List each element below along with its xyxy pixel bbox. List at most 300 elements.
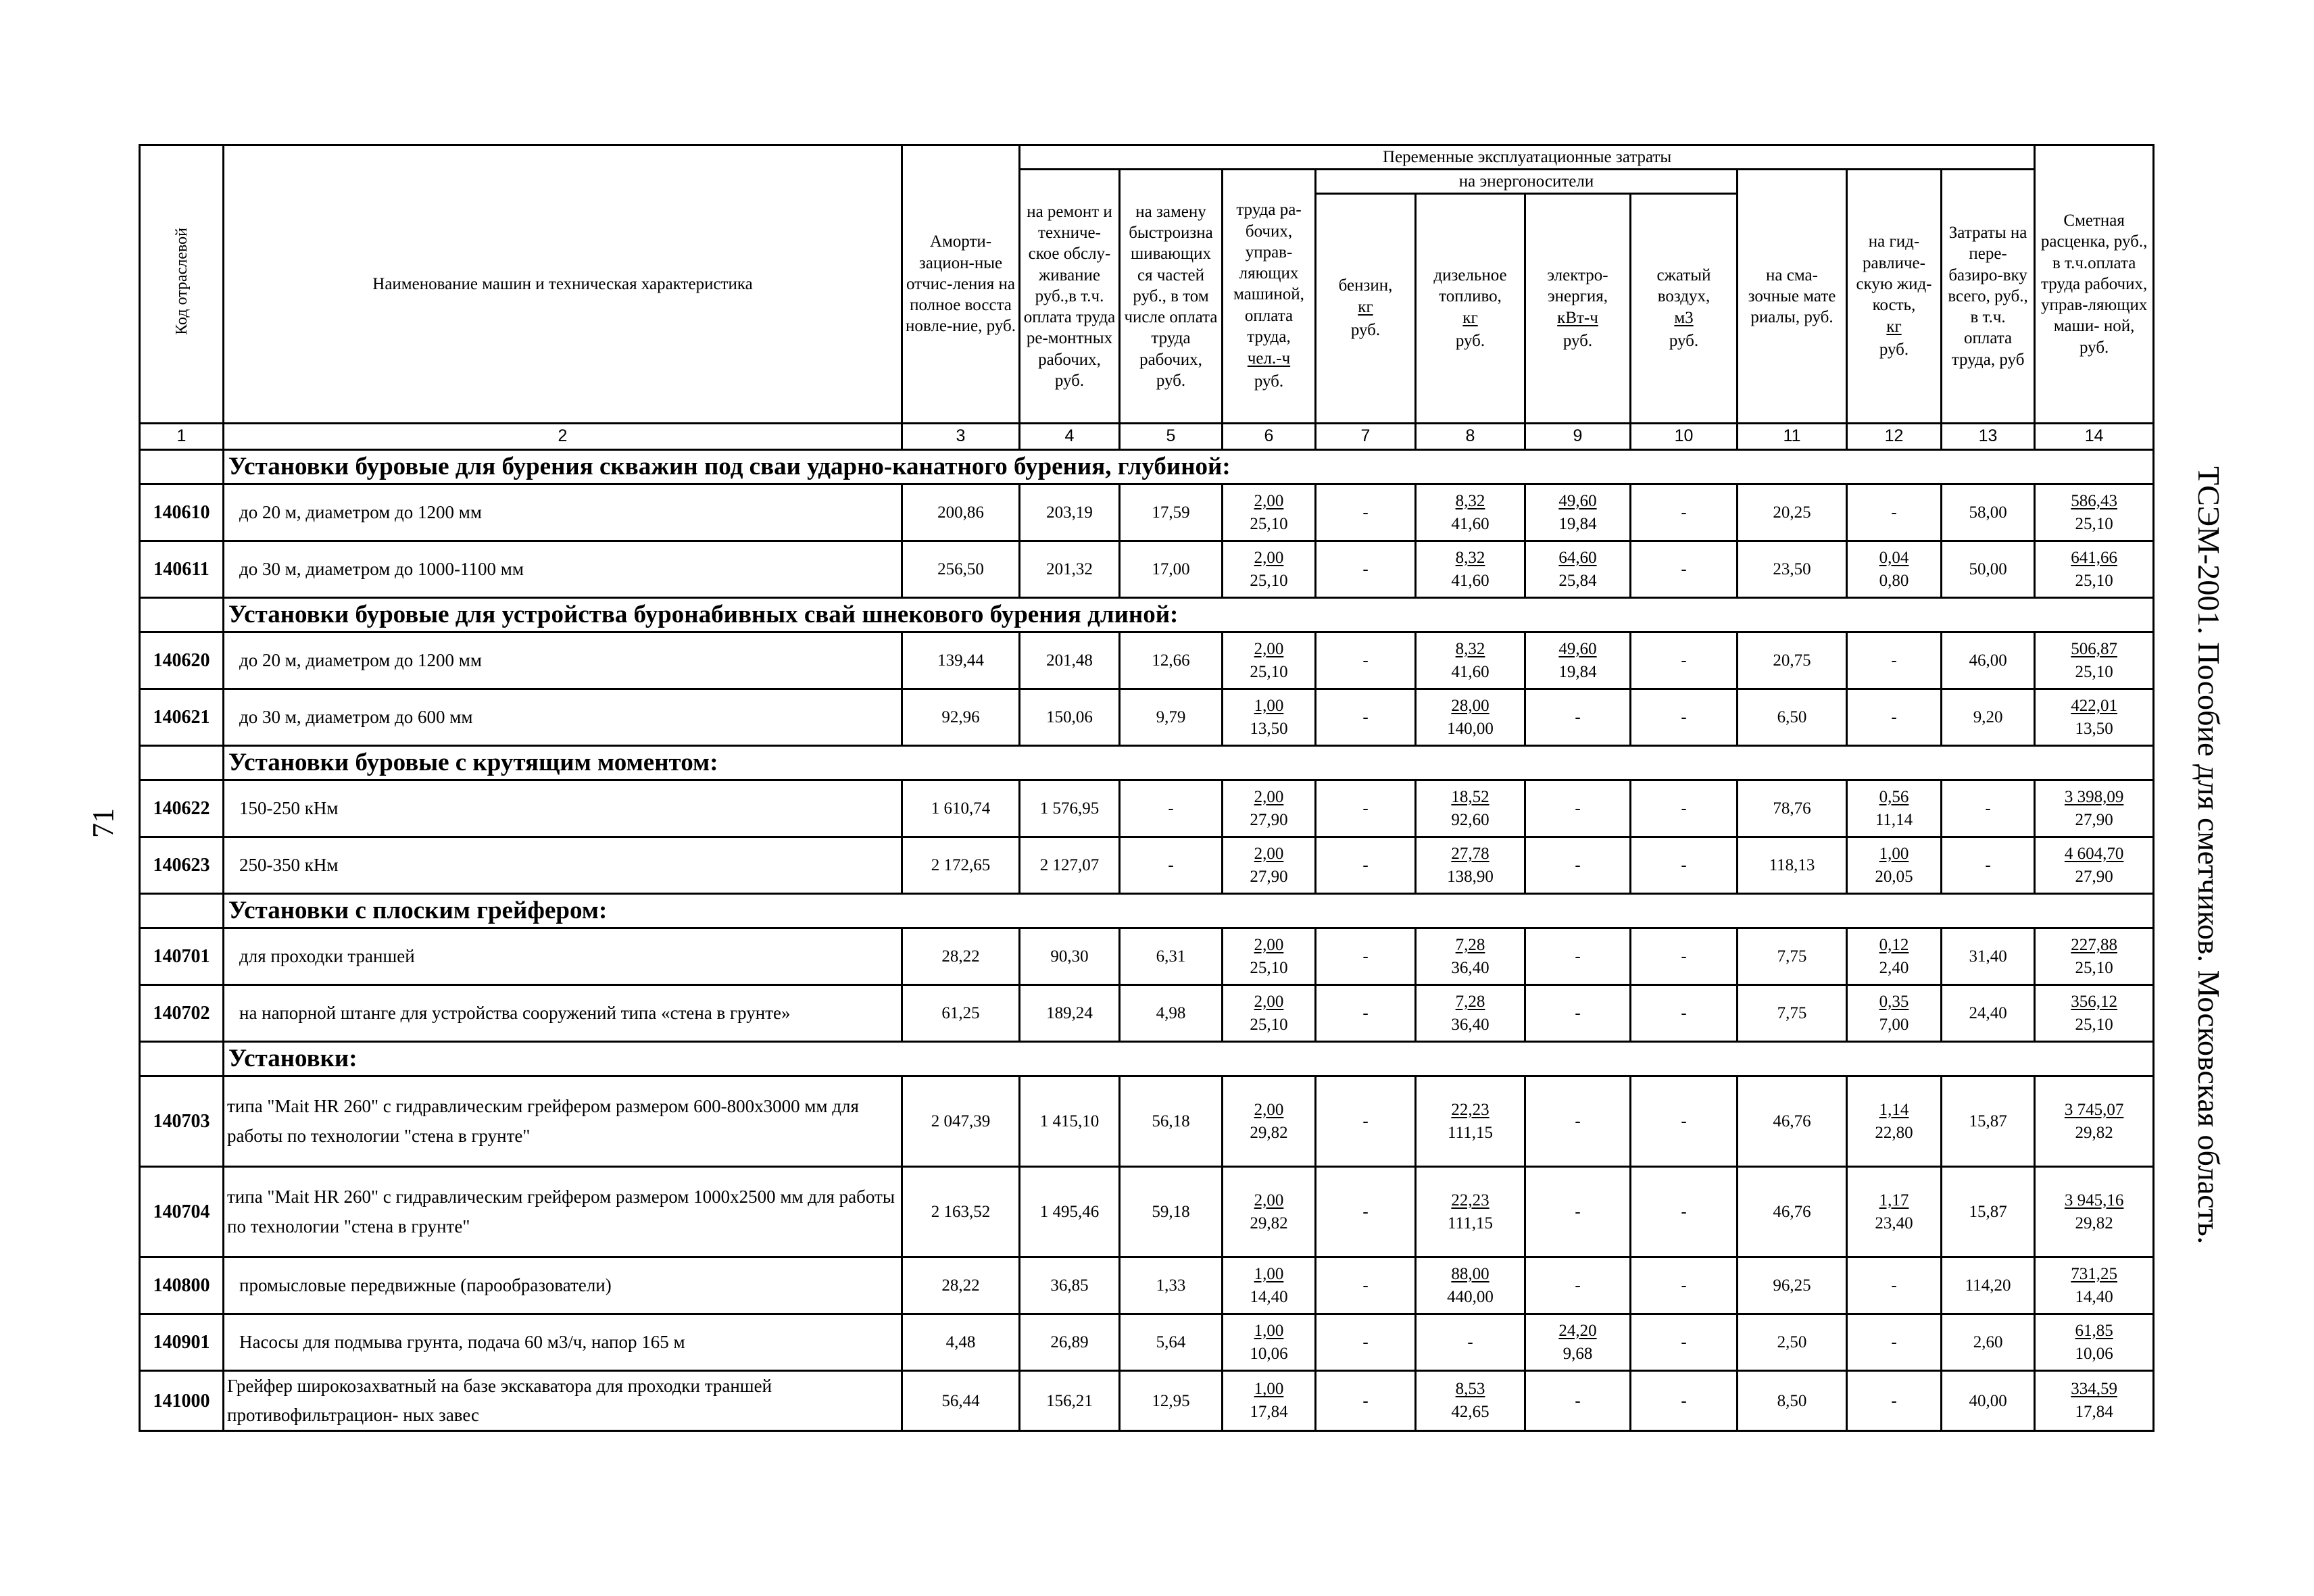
column-number: 7 bbox=[1316, 424, 1416, 450]
replace-cell: 59,18 bbox=[1120, 1167, 1223, 1257]
air-cell: - bbox=[1631, 985, 1738, 1042]
replace-cell: 9,79 bbox=[1120, 689, 1223, 746]
diesel-cell-bottom: 36,40 bbox=[1451, 958, 1490, 977]
diesel-cell-value bbox=[1448, 1189, 1493, 1235]
name-cell: Грейфер широкозахватный на базе экскаватора для проходки траншей противофильтрацион- ных завес bbox=[224, 1371, 902, 1431]
air-cell: - bbox=[1631, 1167, 1738, 1257]
estimate-cell bbox=[2035, 1167, 2154, 1257]
section-title: Установки буровые для устройства буронабивных свай шнекового бурения длиной: bbox=[224, 598, 2154, 632]
labor-cell-bottom: 29,82 bbox=[1250, 1214, 1288, 1232]
column-number-row bbox=[140, 424, 2154, 450]
estimate-cell bbox=[2035, 689, 2154, 746]
air-cell: - bbox=[1631, 1371, 1738, 1431]
table-row bbox=[140, 1076, 2154, 1167]
hydro-cell-value bbox=[1879, 934, 1909, 980]
estimate-cell-value bbox=[2071, 1378, 2117, 1424]
hydro-cell: - bbox=[1847, 689, 1942, 746]
diesel-cell-bottom: 42,65 bbox=[1451, 1403, 1490, 1422]
table-row bbox=[140, 484, 2154, 541]
hydro-cell bbox=[1847, 541, 1942, 598]
estimate-cell bbox=[2035, 484, 2154, 541]
diesel-cell-value bbox=[1447, 695, 1494, 741]
amortization-cell: 28,22 bbox=[902, 1257, 1020, 1314]
labor-cell-top: 2,00 bbox=[1254, 992, 1284, 1011]
estimate-cell-top: 506,87 bbox=[2071, 639, 2118, 658]
column-number: 2 bbox=[224, 424, 902, 450]
code-cell: 140703 bbox=[140, 1076, 224, 1167]
labor-cell-top: 2,00 bbox=[1254, 787, 1284, 806]
name-cell: типа "Mait HR 260" с гидравлическим грейфером размером 1000x2500 мм для работы по технологии "стена в грунте" bbox=[224, 1167, 902, 1257]
column-number: 4 bbox=[1020, 424, 1120, 450]
code-cell: 140704 bbox=[140, 1167, 224, 1257]
diesel-cell-value bbox=[1447, 843, 1494, 889]
machinery-cost-table bbox=[139, 144, 2155, 1432]
header-hydro: на гид-равличе-скую жид-кость, $\frac{кг}{\text{руб.}}$ bbox=[1847, 170, 1942, 424]
header-diesel: дизельное топливо, $\frac{кг}{\text{руб.}}$ bbox=[1416, 194, 1525, 424]
labor-cell bbox=[1223, 1257, 1316, 1314]
relocation-cell: 50,00 bbox=[1942, 541, 2035, 598]
hydro-cell: - bbox=[1847, 1257, 1942, 1314]
hydro-cell-bottom: 22,80 bbox=[1875, 1123, 1913, 1142]
diesel-cell-value bbox=[1451, 786, 1489, 832]
amortization-cell: 4,48 bbox=[902, 1314, 1020, 1371]
relocation-cell: 31,40 bbox=[1942, 928, 2035, 985]
labor-cell bbox=[1223, 1076, 1316, 1167]
section-title: Установки буровые для бурения скважин под сваи ударно-канатного бурения, глубиной: bbox=[224, 450, 2154, 484]
table-row bbox=[140, 541, 2154, 598]
hydro-cell-value bbox=[1875, 786, 1913, 832]
table-row bbox=[140, 1371, 2154, 1431]
relocation-cell: 24,40 bbox=[1942, 985, 2035, 1042]
estimate-cell-bottom: 25,10 bbox=[2075, 662, 2113, 681]
electric-cell bbox=[1525, 484, 1631, 541]
column-number: 9 bbox=[1525, 424, 1631, 450]
diesel-cell-top: 8,53 bbox=[1455, 1380, 1485, 1399]
electric-cell: - bbox=[1525, 837, 1631, 894]
air-cell: - bbox=[1631, 484, 1738, 541]
header-name: Наименование машин и техническая характеристика bbox=[224, 145, 902, 424]
code-cell: 140800 bbox=[140, 1257, 224, 1314]
header-air: сжатый воздух, $\frac{м3}{\text{руб.}}$ bbox=[1631, 194, 1738, 424]
electric-cell-bottom: 19,84 bbox=[1558, 662, 1597, 681]
relocation-cell: 40,00 bbox=[1942, 1371, 2035, 1431]
header-replace: на замену быстроизна шивающих ся частей руб., в том числе оплата труда рабочих, руб. bbox=[1120, 170, 1223, 424]
estimate-cell-bottom: 27,90 bbox=[2075, 867, 2113, 886]
labor-cell-value bbox=[1250, 934, 1287, 980]
electric-cell: - bbox=[1525, 1257, 1631, 1314]
estimate-cell-value bbox=[2071, 991, 2117, 1037]
electric-cell bbox=[1525, 1314, 1631, 1371]
diesel-cell-bottom: 440,00 bbox=[1447, 1287, 1494, 1306]
replace-cell: 17,59 bbox=[1120, 484, 1223, 541]
air-cell: - bbox=[1631, 1257, 1738, 1314]
section-title: Установки буровые с крутящим моментом: bbox=[224, 746, 2154, 780]
hydro-cell-value bbox=[1875, 1189, 1913, 1235]
amortization-cell: 2 163,52 bbox=[902, 1167, 1020, 1257]
estimate-cell-bottom: 25,10 bbox=[2075, 514, 2113, 533]
diesel-cell bbox=[1416, 837, 1525, 894]
table-row bbox=[140, 928, 2154, 985]
lube-cell: 6,50 bbox=[1738, 689, 1847, 746]
petrol-cell: - bbox=[1316, 632, 1416, 689]
labor-cell bbox=[1223, 1314, 1316, 1371]
repair-cell: 201,48 bbox=[1020, 632, 1120, 689]
lube-cell: 2,50 bbox=[1738, 1314, 1847, 1371]
labor-cell-bottom: 25,10 bbox=[1250, 662, 1288, 681]
diesel-cell-top: 18,52 bbox=[1451, 787, 1490, 806]
electric-cell-bottom: 19,84 bbox=[1558, 514, 1597, 533]
name-cell: 250-350 кНм bbox=[224, 837, 902, 894]
estimate-cell bbox=[2035, 632, 2154, 689]
labor-cell-top: 2,00 bbox=[1254, 935, 1284, 954]
electric-cell bbox=[1525, 541, 1631, 598]
estimate-cell-bottom: 29,82 bbox=[2075, 1214, 2113, 1232]
diesel-cell-value bbox=[1451, 638, 1489, 684]
hydro-cell: - bbox=[1847, 632, 1942, 689]
lube-cell: 7,75 bbox=[1738, 985, 1847, 1042]
hydro-cell bbox=[1847, 985, 1942, 1042]
estimate-cell-bottom: 25,10 bbox=[2075, 1015, 2113, 1034]
estimate-cell-top: 3 398,09 bbox=[2064, 787, 2124, 806]
electric-cell: - bbox=[1525, 689, 1631, 746]
hydro-cell: - bbox=[1847, 484, 1942, 541]
hydro-cell-top: 1,14 bbox=[1879, 1100, 1909, 1119]
column-number: 10 bbox=[1631, 424, 1738, 450]
hydro-cell-bottom: 7,00 bbox=[1879, 1015, 1909, 1034]
labor-cell bbox=[1223, 484, 1316, 541]
estimate-cell-value bbox=[2075, 1320, 2113, 1366]
air-cell: - bbox=[1631, 1314, 1738, 1371]
labor-cell-value bbox=[1250, 638, 1287, 684]
header-relocation: Затраты на пере-базиро-вку всего, руб., в т.ч. оплата труда, руб bbox=[1942, 170, 2035, 424]
estimate-cell bbox=[2035, 1257, 2154, 1314]
estimate-cell-top: 422,01 bbox=[2071, 696, 2118, 715]
column-number: 5 bbox=[1120, 424, 1223, 450]
hydro-cell-top: 0,56 bbox=[1879, 787, 1909, 806]
lube-cell: 78,76 bbox=[1738, 780, 1847, 837]
replace-cell: 12,66 bbox=[1120, 632, 1223, 689]
diesel-cell bbox=[1416, 541, 1525, 598]
repair-cell: 150,06 bbox=[1020, 689, 1120, 746]
estimate-cell-value bbox=[2071, 934, 2117, 980]
labor-cell-top: 2,00 bbox=[1254, 639, 1284, 658]
column-number: 6 bbox=[1223, 424, 1316, 450]
hydro-cell bbox=[1847, 1167, 1942, 1257]
diesel-cell-top: 7,28 bbox=[1455, 992, 1485, 1011]
labor-cell-bottom: 14,40 bbox=[1250, 1287, 1288, 1306]
labor-cell bbox=[1223, 780, 1316, 837]
amortization-cell: 139,44 bbox=[902, 632, 1020, 689]
diesel-cell-top: 88,00 bbox=[1451, 1264, 1490, 1283]
labor-cell-value bbox=[1250, 1189, 1287, 1235]
repair-cell: 201,32 bbox=[1020, 541, 1120, 598]
header-electric: электро-энергия, $\frac{\text{кВт-ч}}{\text{руб.}}$ bbox=[1525, 194, 1631, 424]
lube-cell: 118,13 bbox=[1738, 837, 1847, 894]
labor-cell bbox=[1223, 689, 1316, 746]
hydro-cell: - bbox=[1847, 1371, 1942, 1431]
repair-cell: 26,89 bbox=[1020, 1314, 1120, 1371]
section-spacer bbox=[140, 1042, 224, 1076]
header-repair: на ремонт и техниче-ское обслу-живание руб.,в т.ч. оплата труда ре-монтных рабочих, руб. bbox=[1020, 170, 1120, 424]
relocation-cell: - bbox=[1942, 837, 2035, 894]
electric-cell: - bbox=[1525, 985, 1631, 1042]
amortization-cell: 2 172,65 bbox=[902, 837, 1020, 894]
lube-cell: 46,76 bbox=[1738, 1076, 1847, 1167]
code-cell: 141000 bbox=[140, 1371, 224, 1431]
relocation-cell: 114,20 bbox=[1942, 1257, 2035, 1314]
section-row bbox=[140, 598, 2154, 632]
petrol-cell: - bbox=[1316, 484, 1416, 541]
hydro-cell-value bbox=[1879, 991, 1909, 1037]
labor-cell-value bbox=[1250, 490, 1287, 536]
electric-cell: - bbox=[1525, 1076, 1631, 1167]
amortization-cell: 92,96 bbox=[902, 689, 1020, 746]
diesel-cell bbox=[1416, 985, 1525, 1042]
labor-cell-top: 2,00 bbox=[1254, 1100, 1284, 1119]
estimate-cell-value bbox=[2071, 695, 2117, 741]
header-energy: на энергоносители bbox=[1316, 170, 1738, 194]
amortization-cell: 56,44 bbox=[902, 1371, 1020, 1431]
estimate-cell bbox=[2035, 541, 2154, 598]
estimate-cell-top: 3 945,16 bbox=[2064, 1191, 2124, 1210]
electric-cell: - bbox=[1525, 780, 1631, 837]
hydro-cell: - bbox=[1847, 1314, 1942, 1371]
diesel-cell: - bbox=[1416, 1314, 1525, 1371]
estimate-cell-top: 731,25 bbox=[2071, 1264, 2118, 1283]
column-number: 11 bbox=[1738, 424, 1847, 450]
diesel-cell bbox=[1416, 1371, 1525, 1431]
labor-cell bbox=[1223, 928, 1316, 985]
air-cell: - bbox=[1631, 541, 1738, 598]
hydro-cell-value bbox=[1875, 843, 1913, 889]
estimate-cell-value bbox=[2065, 786, 2124, 832]
diesel-cell bbox=[1416, 689, 1525, 746]
estimate-cell bbox=[2035, 928, 2154, 985]
replace-cell: 17,00 bbox=[1120, 541, 1223, 598]
hydro-cell-bottom: 20,05 bbox=[1875, 867, 1913, 886]
hydro-cell-top: 0,04 bbox=[1879, 548, 1909, 567]
estimate-cell-value bbox=[2065, 1099, 2124, 1145]
electric-cell: - bbox=[1525, 1371, 1631, 1431]
estimate-cell-top: 586,43 bbox=[2071, 491, 2118, 510]
labor-cell bbox=[1223, 1371, 1316, 1431]
header-amortization: Аморти-зацион-ные отчис-ления на полное восста новле-ние, руб. bbox=[902, 145, 1020, 424]
repair-cell: 189,24 bbox=[1020, 985, 1120, 1042]
petrol-cell: - bbox=[1316, 1167, 1416, 1257]
section-title: Установки с плоским грейфером: bbox=[224, 894, 2154, 928]
labor-cell-bottom: 25,10 bbox=[1250, 514, 1288, 533]
diesel-cell-top: 22,23 bbox=[1451, 1191, 1490, 1210]
labor-cell-top: 1,00 bbox=[1254, 1380, 1284, 1399]
repair-cell: 36,85 bbox=[1020, 1257, 1120, 1314]
diesel-cell-bottom: 138,90 bbox=[1447, 867, 1494, 886]
labor-cell bbox=[1223, 985, 1316, 1042]
petrol-cell: - bbox=[1316, 1257, 1416, 1314]
replace-cell: 5,64 bbox=[1120, 1314, 1223, 1371]
table-row bbox=[140, 689, 2154, 746]
labor-cell bbox=[1223, 837, 1316, 894]
petrol-cell: - bbox=[1316, 541, 1416, 598]
air-cell: - bbox=[1631, 689, 1738, 746]
table-row bbox=[140, 1314, 2154, 1371]
repair-cell: 156,21 bbox=[1020, 1371, 1120, 1431]
labor-cell-value bbox=[1250, 786, 1287, 832]
labor-cell-bottom: 25,10 bbox=[1250, 1015, 1288, 1034]
table-row bbox=[140, 632, 2154, 689]
diesel-cell-bottom: 41,60 bbox=[1451, 662, 1490, 681]
name-cell: до 30 м, диаметром до 1000-1100 мм bbox=[224, 541, 902, 598]
estimate-cell-value bbox=[2071, 547, 2117, 593]
lube-cell: 46,76 bbox=[1738, 1167, 1847, 1257]
replace-cell: 4,98 bbox=[1120, 985, 1223, 1042]
table-row bbox=[140, 985, 2154, 1042]
electric-cell: - bbox=[1525, 1167, 1631, 1257]
lube-cell: 96,25 bbox=[1738, 1257, 1847, 1314]
estimate-cell-value bbox=[2071, 490, 2117, 536]
column-number: 1 bbox=[140, 424, 224, 450]
electric-cell-top: 64,60 bbox=[1558, 548, 1597, 567]
hydro-cell-bottom: 2,40 bbox=[1879, 958, 1909, 977]
estimate-cell bbox=[2035, 780, 2154, 837]
replace-cell: - bbox=[1120, 837, 1223, 894]
labor-cell-value bbox=[1250, 1320, 1287, 1366]
labor-cell-value bbox=[1250, 1378, 1287, 1424]
document-side-title: ТСЭМ-2001. Пособие для сметчиков. Московская область. bbox=[2192, 466, 2226, 1245]
diesel-cell-value bbox=[1451, 547, 1489, 593]
labor-cell-top: 2,00 bbox=[1254, 548, 1284, 567]
column-number: 3 bbox=[902, 424, 1020, 450]
estimate-cell bbox=[2035, 1076, 2154, 1167]
hydro-cell-top: 1,17 bbox=[1879, 1191, 1909, 1210]
electric-cell-value bbox=[1558, 1320, 1596, 1366]
estimate-cell bbox=[2035, 837, 2154, 894]
hydro-cell-value bbox=[1875, 1099, 1913, 1145]
labor-cell-top: 2,00 bbox=[1254, 1191, 1284, 1210]
diesel-cell-top: 8,32 bbox=[1455, 548, 1485, 567]
replace-cell: 6,31 bbox=[1120, 928, 1223, 985]
estimate-cell bbox=[2035, 1371, 2154, 1431]
hydro-cell-value bbox=[1879, 547, 1909, 593]
estimate-cell-bottom: 27,90 bbox=[2075, 810, 2113, 829]
section-spacer bbox=[140, 598, 224, 632]
code-cell: 140623 bbox=[140, 837, 224, 894]
hydro-cell-bottom: 11,14 bbox=[1875, 810, 1913, 829]
code-cell: 140610 bbox=[140, 484, 224, 541]
petrol-cell: - bbox=[1316, 1076, 1416, 1167]
electric-cell-value bbox=[1558, 638, 1596, 684]
labor-cell bbox=[1223, 541, 1316, 598]
amortization-cell: 200,86 bbox=[902, 484, 1020, 541]
labor-cell-top: 1,00 bbox=[1254, 1321, 1284, 1340]
table-body bbox=[140, 450, 2154, 1431]
diesel-cell-top: 28,00 bbox=[1451, 696, 1490, 715]
diesel-cell-top: 27,78 bbox=[1451, 844, 1490, 863]
labor-cell-bottom: 27,90 bbox=[1250, 810, 1288, 829]
repair-cell: 90,30 bbox=[1020, 928, 1120, 985]
labor-cell-value bbox=[1250, 1263, 1287, 1309]
header-lube: на сма-зочные мате риалы, руб. bbox=[1738, 170, 1847, 424]
estimate-cell-top: 334,59 bbox=[2071, 1380, 2118, 1399]
column-number: 8 bbox=[1416, 424, 1525, 450]
section-title: Установки: bbox=[224, 1042, 2154, 1076]
hydro-cell bbox=[1847, 837, 1942, 894]
labor-cell-value bbox=[1250, 695, 1287, 741]
air-cell: - bbox=[1631, 928, 1738, 985]
diesel-cell-top: 22,23 bbox=[1451, 1100, 1490, 1119]
column-number: 13 bbox=[1942, 424, 2035, 450]
estimate-cell-top: 61,85 bbox=[2075, 1321, 2113, 1340]
name-cell: до 20 м, диаметром до 1200 мм bbox=[224, 484, 902, 541]
name-cell: до 30 м, диаметром до 600 мм bbox=[224, 689, 902, 746]
diesel-cell-bottom: 92,60 bbox=[1451, 810, 1490, 829]
estimate-cell-value bbox=[2065, 843, 2124, 889]
replace-cell: 12,95 bbox=[1120, 1371, 1223, 1431]
labor-cell-bottom: 27,90 bbox=[1250, 867, 1288, 886]
name-cell: для проходки траншей bbox=[224, 928, 902, 985]
estimate-cell-bottom: 13,50 bbox=[2075, 719, 2113, 738]
electric-cell-top: 49,60 bbox=[1558, 639, 1597, 658]
electric-cell bbox=[1525, 632, 1631, 689]
diesel-cell bbox=[1416, 928, 1525, 985]
repair-cell: 1 415,10 bbox=[1020, 1076, 1120, 1167]
diesel-cell-bottom: 111,15 bbox=[1448, 1123, 1493, 1142]
section-spacer bbox=[140, 746, 224, 780]
repair-cell: 203,19 bbox=[1020, 484, 1120, 541]
labor-cell-value bbox=[1250, 1099, 1287, 1145]
code-cell: 140611 bbox=[140, 541, 224, 598]
estimate-cell-top: 641,66 bbox=[2071, 548, 2118, 567]
electric-cell-value bbox=[1558, 490, 1596, 536]
diesel-cell-value bbox=[1448, 1099, 1493, 1145]
estimate-cell-top: 227,88 bbox=[2071, 935, 2118, 954]
header-labor: труда ра-бочих, управ-ляющих машиной, оплата труда, $\frac{\text{чел.-ч}}{\text{руб.}}$ bbox=[1223, 170, 1316, 424]
hydro-cell-top: 0,35 bbox=[1879, 992, 1909, 1011]
air-cell: - bbox=[1631, 1076, 1738, 1167]
labor-cell-value bbox=[1250, 991, 1287, 1037]
labor-cell-top: 2,00 bbox=[1254, 491, 1284, 510]
labor-cell bbox=[1223, 632, 1316, 689]
estimate-cell bbox=[2035, 1314, 2154, 1371]
hydro-cell bbox=[1847, 1076, 1942, 1167]
estimate-cell bbox=[2035, 985, 2154, 1042]
amortization-cell: 28,22 bbox=[902, 928, 1020, 985]
diesel-cell bbox=[1416, 1257, 1525, 1314]
section-row bbox=[140, 1042, 2154, 1076]
section-spacer bbox=[140, 894, 224, 928]
diesel-cell-top: 8,32 bbox=[1455, 491, 1485, 510]
petrol-cell: - bbox=[1316, 985, 1416, 1042]
header-code: Код отраслевой bbox=[140, 145, 224, 424]
estimate-cell-top: 356,12 bbox=[2071, 992, 2118, 1011]
diesel-cell-bottom: 140,00 bbox=[1447, 719, 1494, 738]
hydro-cell-top: 1,00 bbox=[1879, 844, 1909, 863]
diesel-cell-bottom: 111,15 bbox=[1448, 1214, 1493, 1232]
section-row bbox=[140, 746, 2154, 780]
page-number: 71 bbox=[87, 808, 120, 838]
estimate-cell-bottom: 25,10 bbox=[2075, 571, 2113, 590]
diesel-cell bbox=[1416, 780, 1525, 837]
amortization-cell: 256,50 bbox=[902, 541, 1020, 598]
lube-cell: 20,75 bbox=[1738, 632, 1847, 689]
hydro-cell-bottom: 0,80 bbox=[1879, 571, 1909, 590]
relocation-cell: 15,87 bbox=[1942, 1167, 2035, 1257]
name-cell: до 20 м, диаметром до 1200 мм bbox=[224, 632, 902, 689]
lube-cell: 7,75 bbox=[1738, 928, 1847, 985]
estimate-cell-value bbox=[2065, 1189, 2124, 1235]
replace-cell: 1,33 bbox=[1120, 1257, 1223, 1314]
code-cell: 140701 bbox=[140, 928, 224, 985]
name-cell: на напорной штанге для устройства сооружений типа «стена в грунте» bbox=[224, 985, 902, 1042]
